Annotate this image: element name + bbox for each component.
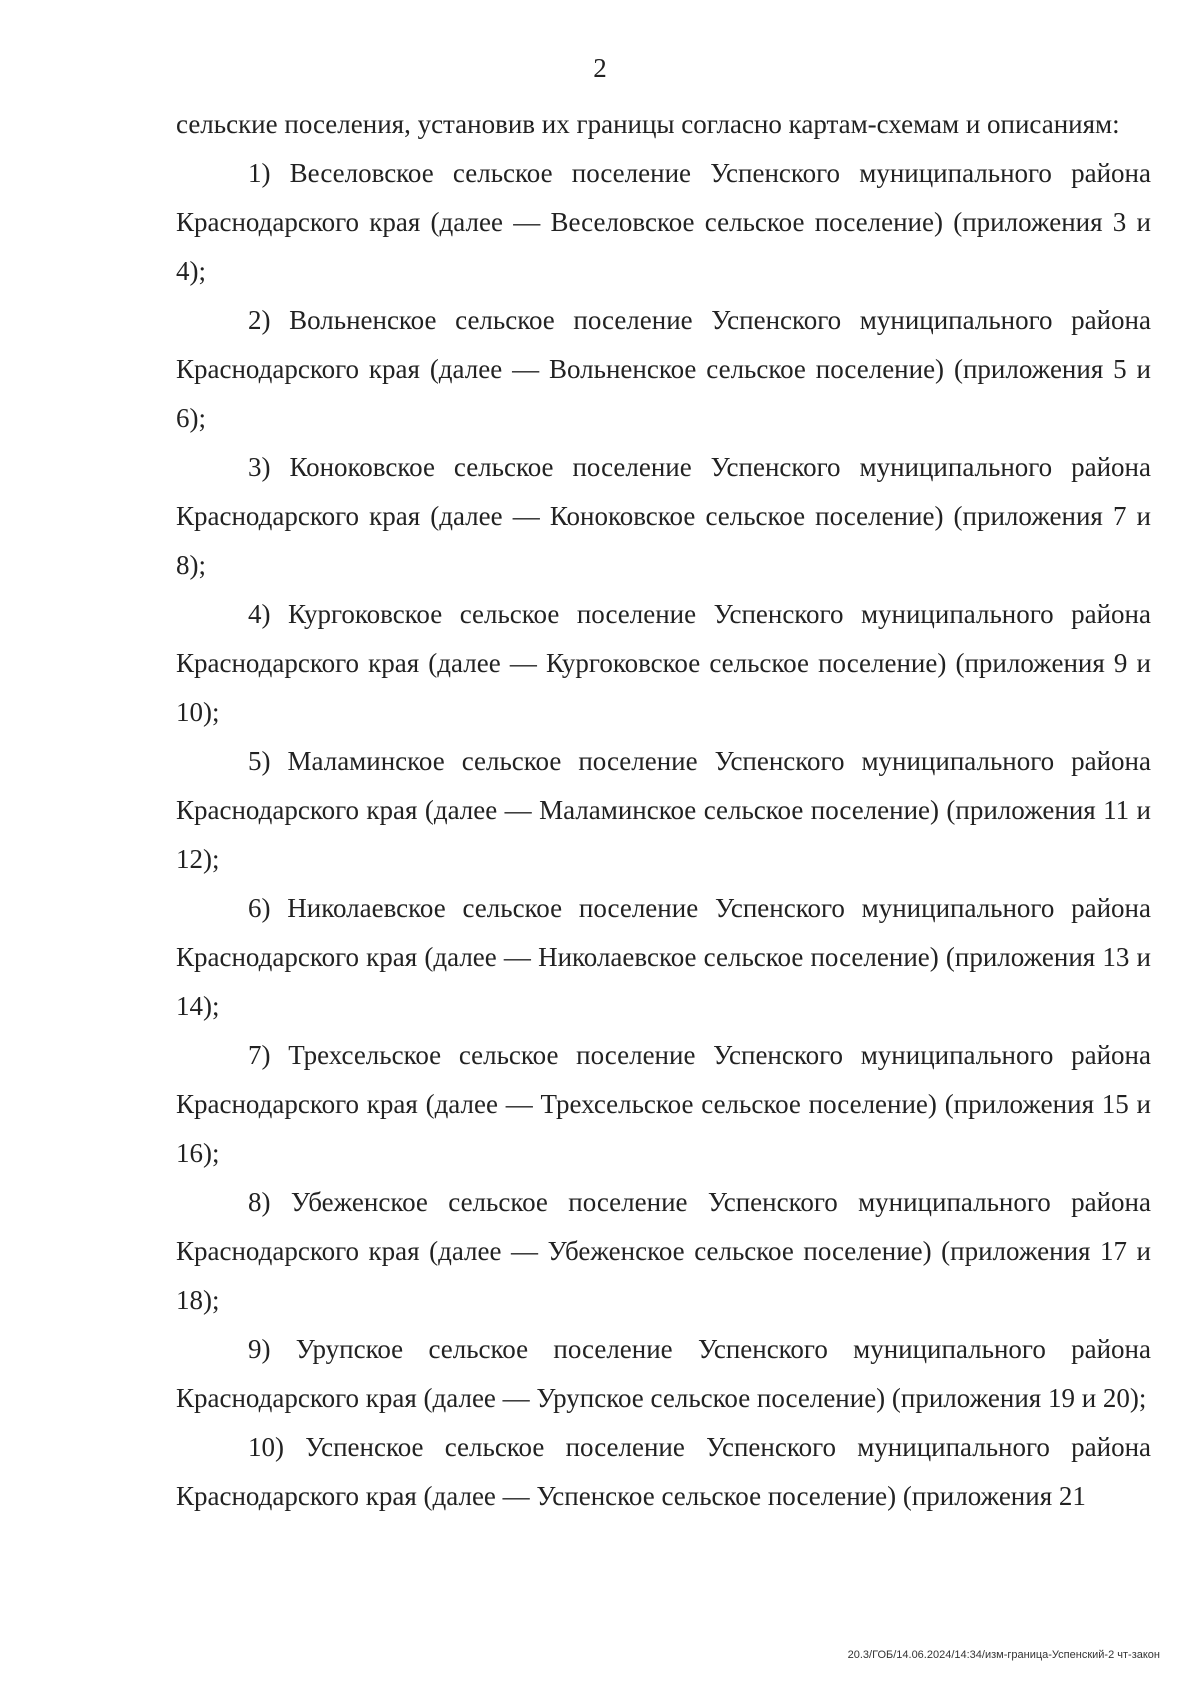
document-footer-code: 20.3/ГОБ/14.06.2024/14:34/изм-граница-Успенский-2 чт-закон: [847, 1649, 1160, 1661]
list-item-10: 10) Успенское сельское поселение Успенского муниципального района Краснодарского края (далее — Успенское сельское поселение) (приложения 21: [176, 1432, 1151, 1511]
list-item-2: 2) Вольненское сельское поселение Успенского муниципального района Краснодарского края (далее — Вольненское сельское поселение) (приложения 5 и 6);: [176, 305, 1151, 433]
list-item-7: 7) Трехсельское сельское поселение Успенского муниципального района Краснодарского края (далее — Трехсельское сельское поселение) (приложения 15 и 16);: [176, 1040, 1151, 1168]
page-number: 2: [593, 53, 607, 83]
list-item-5: 5) Маламинское сельское поселение Успенского муниципального района Краснодарского края (далее — Маламинское сельское поселение) (приложения 11 и 12);: [176, 746, 1151, 874]
list-item-1: 1) Веселовское сельское поселение Успенского муниципального района Краснодарского края (далее — Веселовское сельское поселение) (приложения 3 и 4);: [176, 158, 1151, 286]
intro-paragraph: сельские поселения, установив их границы согласно картам-схемам и описаниям:: [176, 109, 1120, 139]
list-item-4: 4) Кургоковское сельское поселение Успенского муниципального района Краснодарского края (далее — Кургоковское сельское поселение) (приложения 9 и 10);: [176, 599, 1151, 727]
list-item-8: 8) Убеженское сельское поселение Успенского муниципального района Краснодарского края (далее — Убеженское сельское поселение) (приложения 17 и 18);: [176, 1187, 1151, 1315]
document-body: [176, 100, 1151, 1521]
list-item-3: 3) Коноковское сельское поселение Успенского муниципального района Краснодарского края (далее — Коноковское сельское поселение) (приложения 7 и 8);: [176, 452, 1151, 580]
list-item-9: 9) Урупское сельское поселение Успенского муниципального района Краснодарского края (далее — Урупское сельское поселение) (приложения 19 и 20);: [176, 1334, 1151, 1413]
list-item-6: 6) Николаевское сельское поселение Успенского муниципального района Краснодарского края (далее — Николаевское сельское поселение) (приложения 13 и 14);: [176, 893, 1151, 1021]
